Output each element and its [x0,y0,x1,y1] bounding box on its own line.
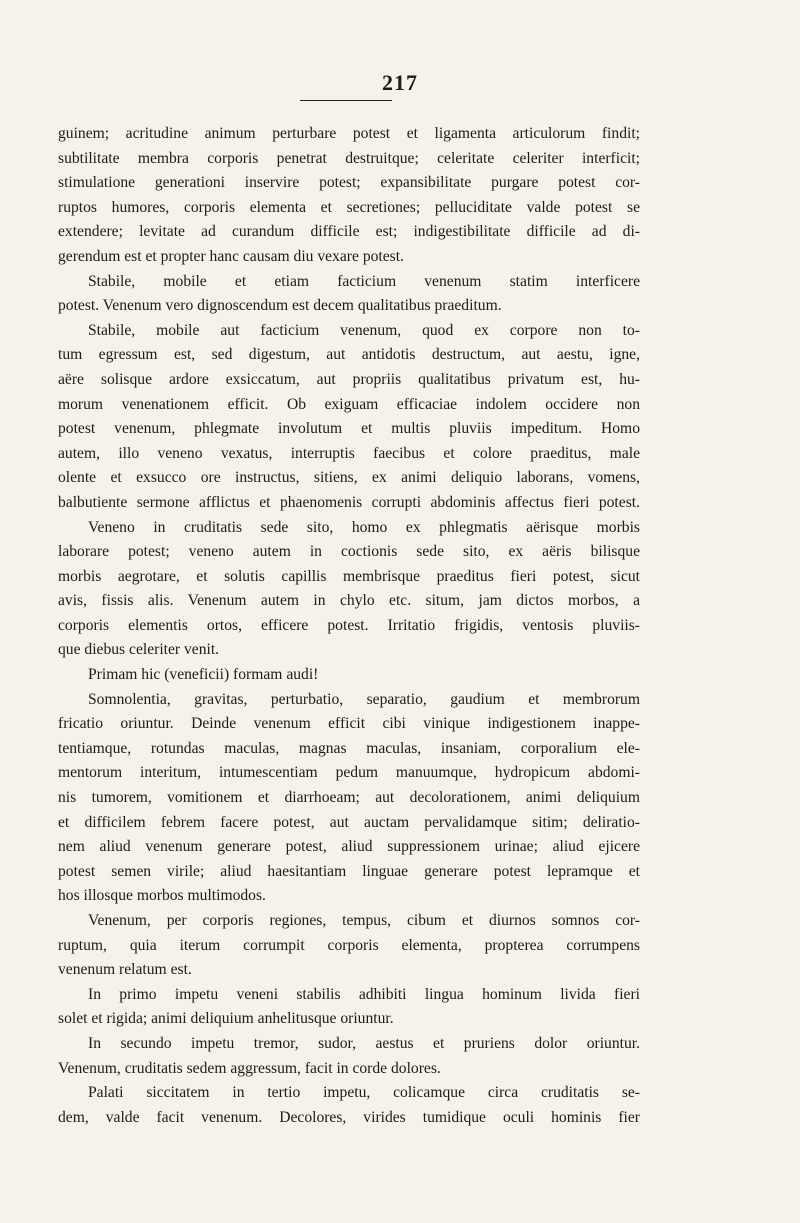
text-line: mentorum interitum, intumescentiam pedum manuumque, hydropicum abdomi- [58,764,640,782]
text-line: que diebus celeriter venit. [58,641,220,659]
text-line: potest semen virile; aliud haesitantiam linguae generare potest lepramque et [58,862,640,880]
text-line: gerendum est et propter hanc causam diu vexare potest. [58,247,404,265]
text-line: In secundo impetu tremor, sudor, aestus et pruriens dolor oriuntur. [88,1034,640,1052]
page-number: 217 [382,70,418,95]
text-line: aëre solisque ardore exsiccatum, aut propriis qualitatibus privatum est, hu- [58,370,640,388]
text-line: venenum relatum est. [58,961,192,979]
text-line: subtilitate membra corporis penetrat destruitque; celeritate celeriter interficit; [58,149,640,167]
text-line: dem, valde facit venenum. Decolores, virides tumidique oculi hominis fier [58,1108,640,1126]
text-line: solet et rigida; animi deliquium anhelitusque oriuntur. [58,1010,394,1028]
text-line: tum egressum est, sed digestum, aut antidotis destructum, aut aestu, igne, [58,346,640,364]
text-line: extendere; levitate ad curandum difficile est; indigestibilitate difficile ad di- [58,223,640,241]
text-line: olente et exsucco ore instructus, sitiens, ex animi deliquio laborans, vomens, [58,469,640,487]
text-line: In primo impetu veneni stabilis adhibiti lingua hominum livida fieri [88,985,640,1003]
text-line: Palati siccitatem in tertio impetu, colicamque circa cruditatis se- [88,1084,640,1102]
text-line: potest. Venenum vero dignoscendum est decem qualitatibus praeditum. [58,297,502,315]
text-line: laborare potest; veneno autem in coctionis sede sito, ex aëris bilisque [58,543,640,561]
text-line: ruptos humores, corporis elementa et secretiones; pelluciditate valde potest se [58,198,640,216]
text-line: avis, fissis alis. Venenum autem in chylo etc. situm, jam dictos morbos, a [58,592,640,610]
text-line: Venenum, cruditatis sedem aggressum, facit in corde dolores. [58,1059,441,1077]
text-line: autem, illo veneno vexatus, interruptis faecibus et colore praeditus, male [58,444,640,462]
text-line: et difficilem febrem facere potest, aut auctam pervalidamque sitim; deliratio- [58,813,640,831]
text-line: nem aliud venenum generare potest, aliud suppressionem urinae; aliud ejicere [58,838,640,856]
text-line: Stabile, mobile et etiam facticium venenum statim interficere [88,272,640,290]
text-line: Primam hic (veneficii) formam audi! [88,666,319,684]
text-line: fricatio oriuntur. Deinde venenum efficit cibi vinique indigestionem inappe- [58,715,640,733]
body-text [58,122,640,1130]
text-line: balbutiente sermone afflictus et phaenomenis corrupti abdominis affectus fieri potest. [58,493,640,511]
text-line: Venenum, per corporis regiones, tempus, cibum et diurnos somnos cor- [88,912,640,929]
text-line: potest venenum, phlegmate involutum et multis pluviis impeditum. Homo [58,420,640,438]
text-line: guinem; acritudine animum perturbare potest et ligamenta articulorum findit; [58,125,640,142]
text-line: hos illosque morbos multimodos. [58,887,266,905]
text-line: stimulatione generationi inservire potest; expansibilitate purgare potest cor- [58,174,640,192]
text-line: Stabile, mobile aut facticium venenum, quod ex corpore non to- [88,321,640,339]
page-number-rule [300,100,392,101]
text-line: Veneno in cruditatis sede sito, homo ex phlegmatis aërisque morbis [88,518,640,536]
text-line: corporis elementis ortos, efficere potest. Irritatio frigidis, ventosis pluviis- [58,616,640,634]
text-line: Somnolentia, gravitas, perturbatio, separatio, gaudium et membrorum [88,690,640,708]
text-line: morbis aegrotare, et solutis capillis membrisque praeditus fieri potest, sicut [58,567,640,585]
text-line: nis tumorem, vomitionem et diarrhoeam; aut decolorationem, animi deliquium [58,789,640,807]
text-line: tentiamque, rotundas maculas, magnas maculas, insaniam, corporalium ele- [58,739,640,757]
text-line: morum venenationem efficit. Ob exiguam efficaciae indolem occidere non [58,395,640,413]
text-line: ruptum, quia iterum corrumpit corporis elementa, propterea corrumpens [58,936,640,954]
